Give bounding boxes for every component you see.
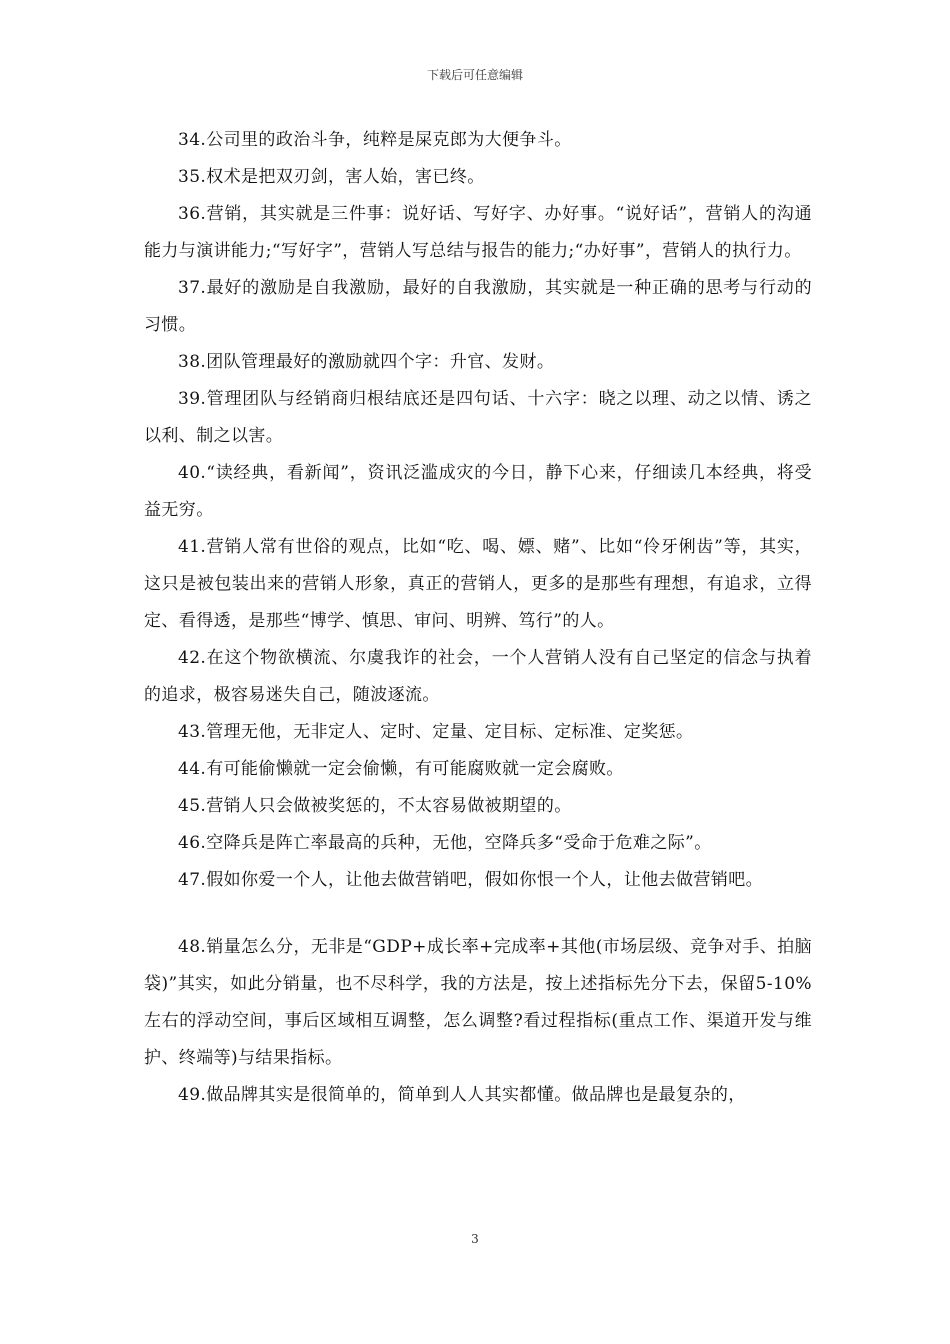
paragraph-48: 48.销量怎么分，无非是“GDP+成长率+完成率+其他(市场层级、竞争对手、拍脑袋)”其实，如此分销量，也不尽科学，我的方法是，按上述指标先分下去，保留5-10%左右的浮动空间，事后区域相互调整，怎么调整?看过程指标(重点工作、渠道开发与维护、终端等)与结果指标。 [144,937,812,1068]
paragraph-41: 41.营销人常有世俗的观点，比如“吃、喝、嫖、赌”、比如“伶牙俐齿”等，其实，这只是被包装出来的营销人形象，真正的营销人，更多的是那些有理想，有追求，立得定、看得透，是那些“博学、慎思、审问、明辨、笃行”的人。 [144,537,812,631]
paragraph-40: 40.“读经典，看新闻”，资讯泛滥成灾的今日，静下心来，仔细读几本经典，将受益无穷。 [144,463,812,520]
paragraph-38: 38.团队管理最好的激励就四个字：升官、发财。 [178,352,555,372]
paragraph-43: 43.管理无他，无非定人、定时、定量、定目标、定标准、定奖惩。 [178,722,694,742]
paragraph-39: 39.管理团队与经销商归根结底还是四句话、十六字：晓之以理、动之以情、诱之以利、制之以害。 [144,389,812,446]
paragraph-45: 45.营销人只会做被奖惩的，不太容易做被期望的。 [178,796,572,816]
paragraph-44: 44.有可能偷懒就一定会偷懒，有可能腐败就一定会腐败。 [178,759,624,779]
page-header: 下载后可任意编辑 [426,68,523,82]
paragraph-46: 46.空降兵是阵亡率最高的兵种，无他，空降兵多“受命于危难之际”。 [178,833,712,853]
paragraph-35: 35.权术是把双刃剑，害人始，害已终。 [178,167,485,187]
paragraph-37: 37.最好的激励是自我激励，最好的自我激励，其实就是一种正确的思考与行动的习惯。 [144,278,812,335]
paragraph-gap [144,899,812,929]
paragraph-34: 34.公司里的政治斗争，纯粹是屎克郎为大便争斗。 [178,130,572,150]
paragraph-47: 47.假如你爱一个人，让他去做营销吧，假如你恨一个人，让他去做营销吧。 [178,870,764,890]
paragraph-36: 36.营销，其实就是三件事：说好话、写好字、办好事。“说好话”，营销人的沟通能力与演讲能力;“写好字”，营销人写总结与报告的能力;“办好事”，营销人的执行力。 [144,204,812,261]
page-number: 3 [471,1232,479,1246]
paragraph-42: 42.在这个物欲横流、尔虞我诈的社会，一个人营销人没有自己坚定的信念与执着的追求，极容易迷失自己，随波逐流。 [144,648,812,705]
document-body [144,122,812,1114]
paragraph-49: 49.做品牌其实是很简单的，简单到人人其实都懂。做品牌也是最复杂的， [178,1085,746,1105]
